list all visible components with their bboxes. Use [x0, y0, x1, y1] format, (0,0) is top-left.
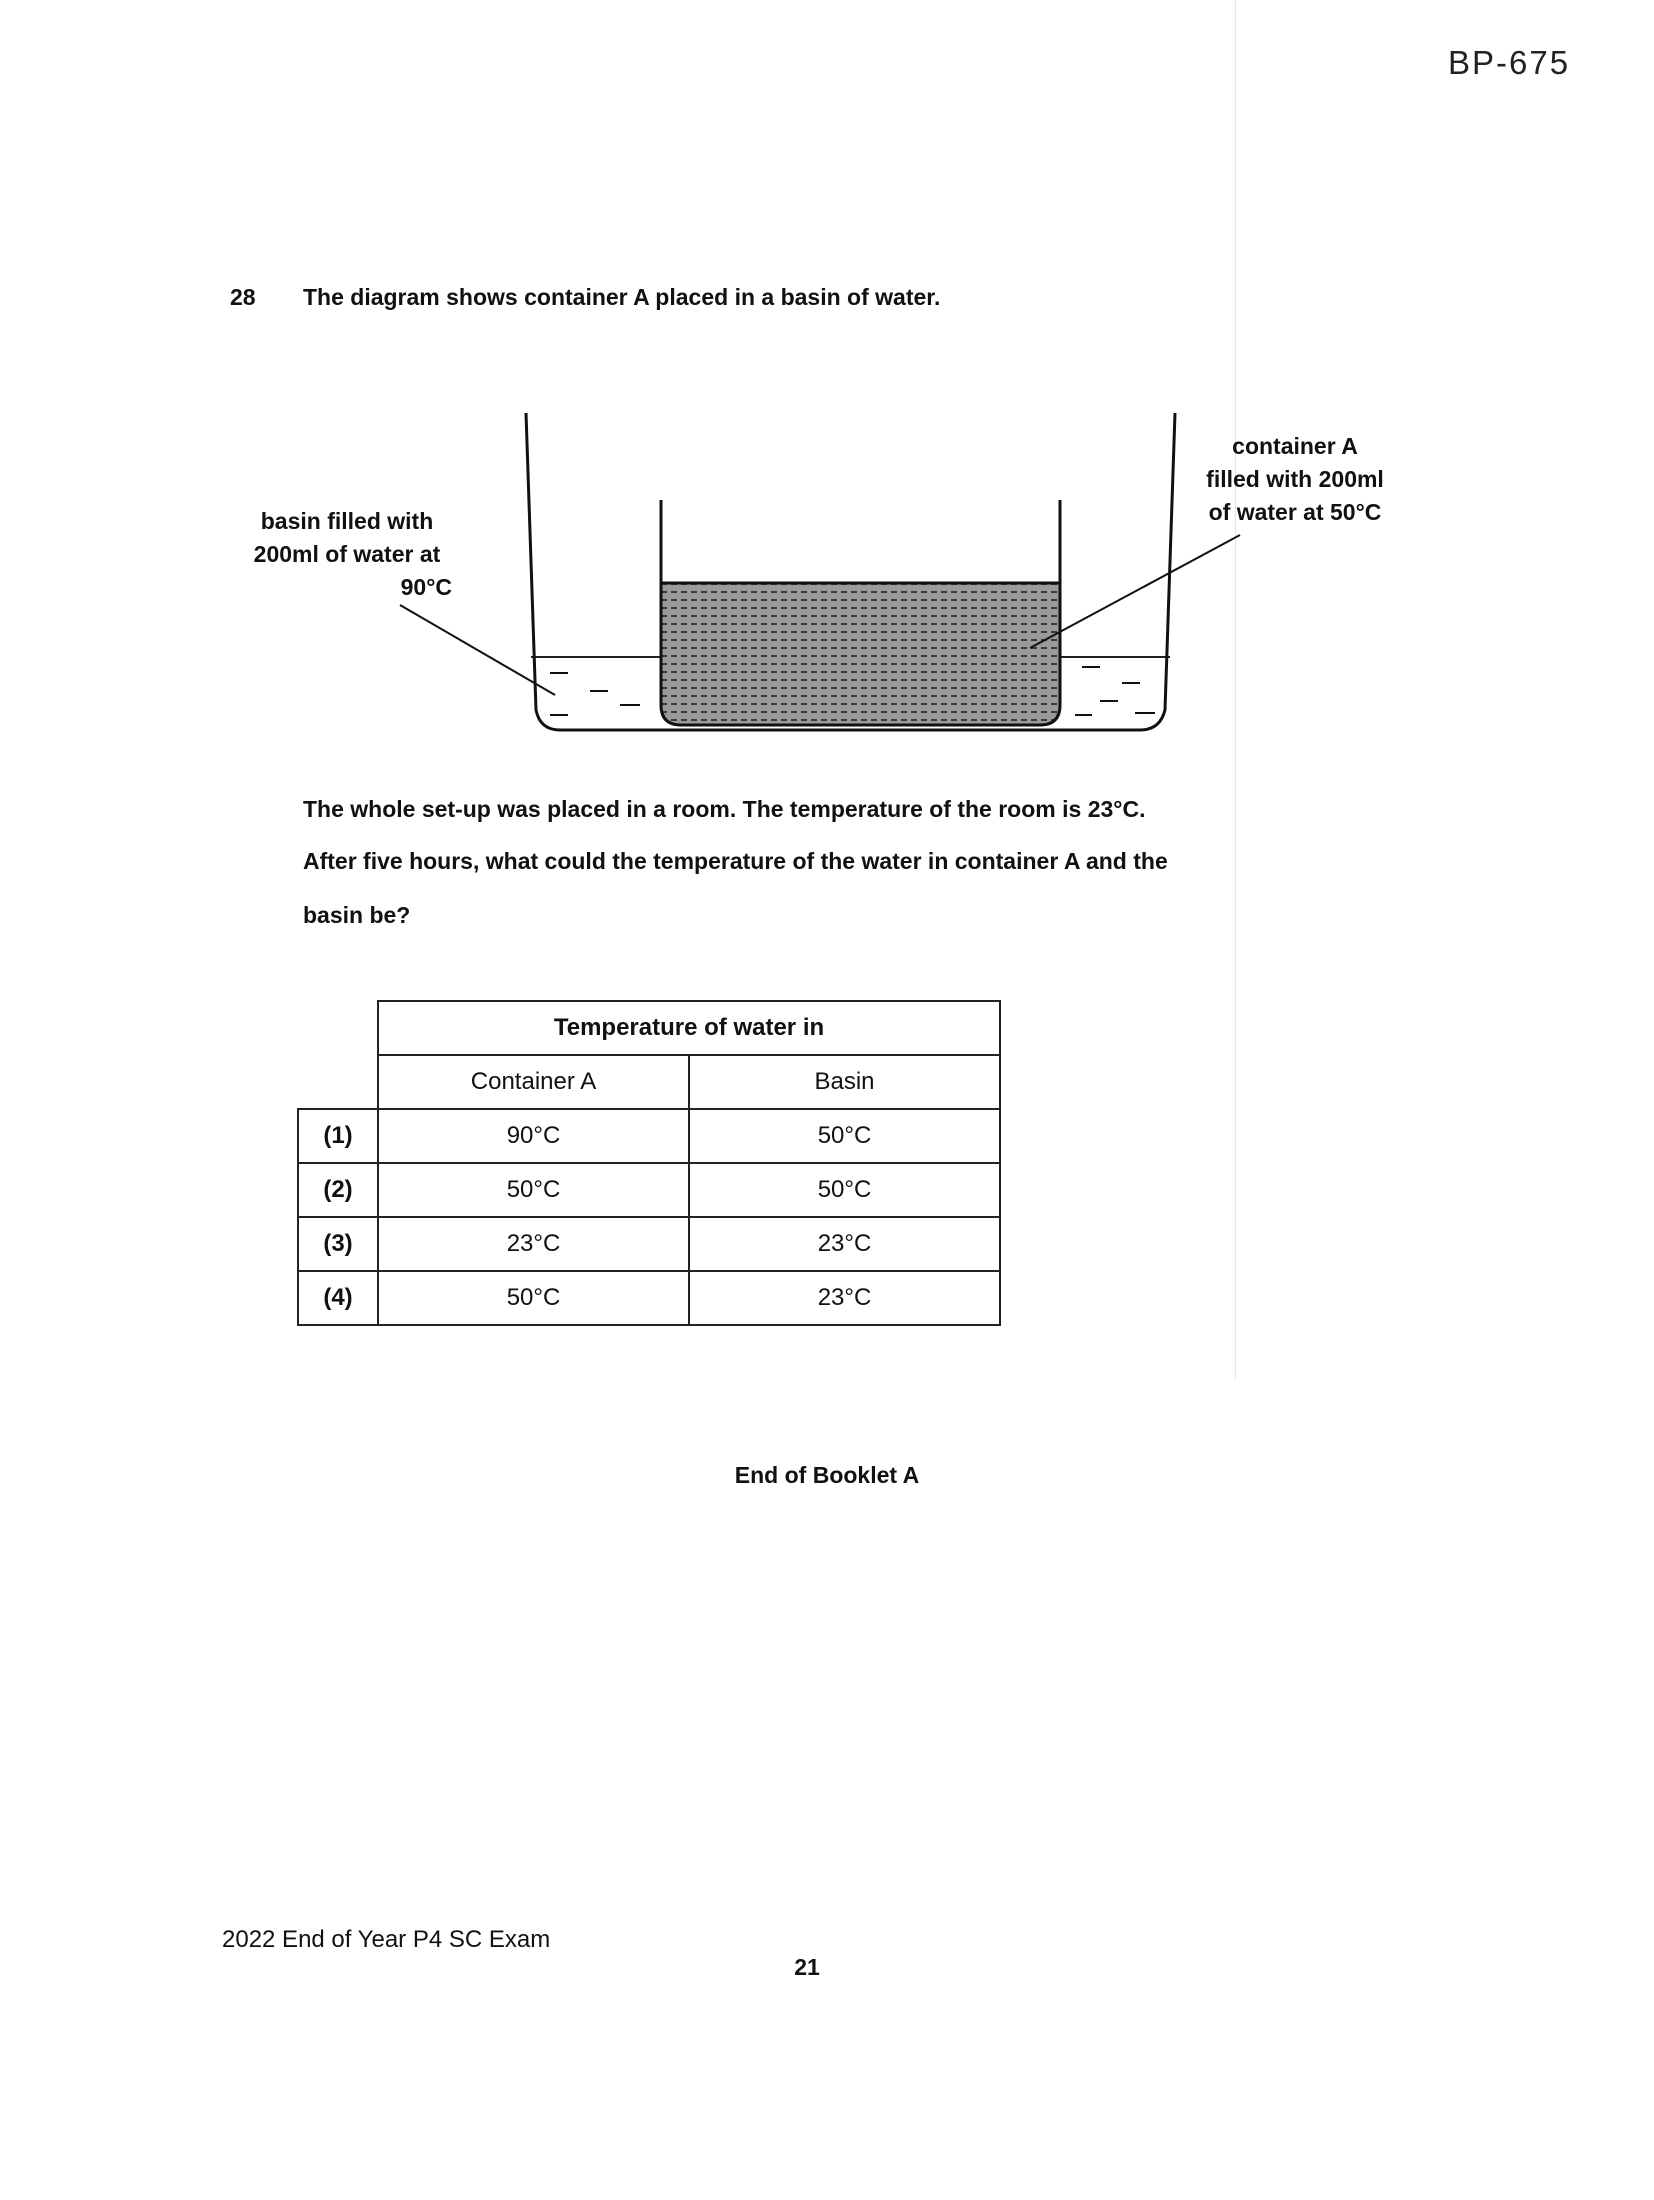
container-temp: 90°C	[378, 1109, 689, 1163]
container-temp: 23°C	[378, 1217, 689, 1271]
table-subheader-row	[298, 1055, 1000, 1109]
basin-temp: 23°C	[689, 1217, 1000, 1271]
table-row[interactable]	[298, 1271, 1000, 1325]
basin-diagram	[230, 405, 1430, 765]
question-text: The diagram shows container A placed in a basin of water.	[303, 284, 941, 310]
option-label: (3)	[298, 1217, 378, 1271]
table-row[interactable]	[298, 1217, 1000, 1271]
option-label: (1)	[298, 1109, 378, 1163]
table-header-row	[298, 1001, 1000, 1055]
container-a-water	[661, 583, 1060, 725]
footer-exam-title: 2022 End of Year P4 SC Exam	[222, 1926, 551, 1953]
question-para-2: After five hours, what could the temperature of the water in container A and the	[303, 848, 1168, 874]
option-label: (2)	[298, 1163, 378, 1217]
table-row[interactable]	[298, 1163, 1000, 1217]
col-basin: Basin	[689, 1055, 1000, 1109]
question-para-1: The whole set-up was placed in a room. The temperature of the room is 23°C.	[303, 796, 1146, 822]
end-of-booklet: End of Booklet A	[734, 1462, 920, 1488]
answer-table	[297, 1000, 1001, 1326]
container-temp: 50°C	[378, 1163, 689, 1217]
container-temp: 50°C	[378, 1271, 689, 1325]
basin-temp: 23°C	[689, 1271, 1000, 1325]
container-a-label: container A filled with 200ml of water at 50°C	[1206, 433, 1384, 525]
document-code: BP-675	[1448, 44, 1571, 81]
page-number: 21	[794, 1954, 820, 1980]
question-number: 28	[230, 284, 256, 310]
col-container-a: Container A	[378, 1055, 689, 1109]
basin-temp: 50°C	[689, 1109, 1000, 1163]
table-row[interactable]	[298, 1109, 1000, 1163]
option-label: (4)	[298, 1271, 378, 1325]
table-header: Temperature of water in	[378, 1001, 1000, 1055]
question-para-3: basin be?	[303, 902, 411, 928]
basin-label: basin filled with 200ml of water at 90°C	[253, 508, 452, 600]
basin-temp: 50°C	[689, 1163, 1000, 1217]
